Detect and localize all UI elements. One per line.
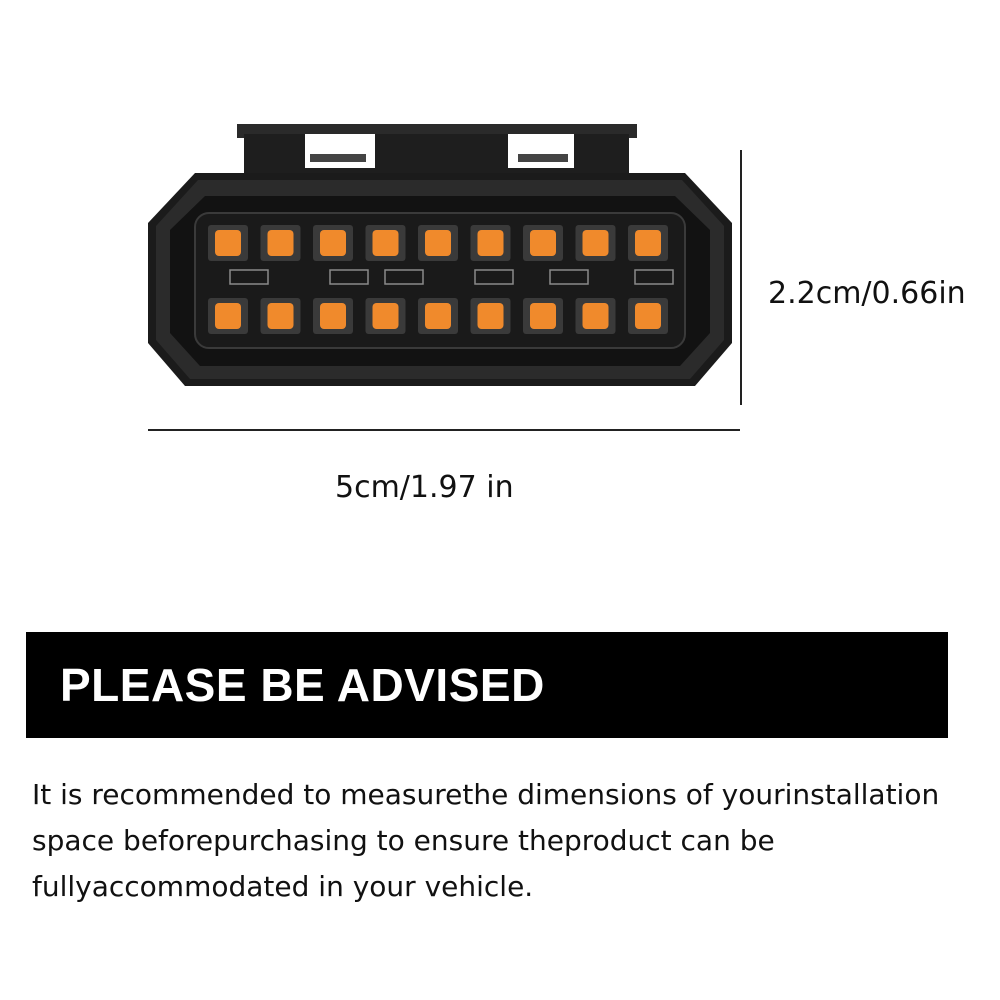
amber-led [583, 230, 609, 256]
amber-led [530, 230, 556, 256]
amber-led [530, 303, 556, 329]
amber-led [425, 303, 451, 329]
amber-led [425, 230, 451, 256]
amber-led [373, 303, 399, 329]
height-dimension-line [740, 150, 742, 405]
amber-led [635, 303, 661, 329]
amber-led [215, 303, 241, 329]
amber-led [215, 230, 241, 256]
height-label: 2.2cm/0.66in [768, 276, 966, 311]
amber-led [478, 230, 504, 256]
amber-led [373, 230, 399, 256]
amber-led [583, 303, 609, 329]
led-row-bottom [208, 298, 668, 334]
amber-led [320, 303, 346, 329]
width-dimension-line [148, 429, 740, 431]
led-row-top [208, 225, 668, 261]
advisory-banner [26, 632, 948, 738]
led-light-module [140, 118, 740, 403]
advisory-title: PLEASE BE ADVISED [60, 659, 545, 711]
amber-led [268, 230, 294, 256]
amber-led [635, 230, 661, 256]
advisory-text: It is recommended to measurethe dimensions of yourinstallation space beforepurchasing to ensure theproduct can be fullyaccommodated in your vehicle. [32, 778, 940, 903]
amber-led [478, 303, 504, 329]
amber-led [268, 303, 294, 329]
width-label: 5cm/1.97 in [335, 470, 514, 505]
product-image [140, 118, 740, 403]
amber-led [320, 230, 346, 256]
